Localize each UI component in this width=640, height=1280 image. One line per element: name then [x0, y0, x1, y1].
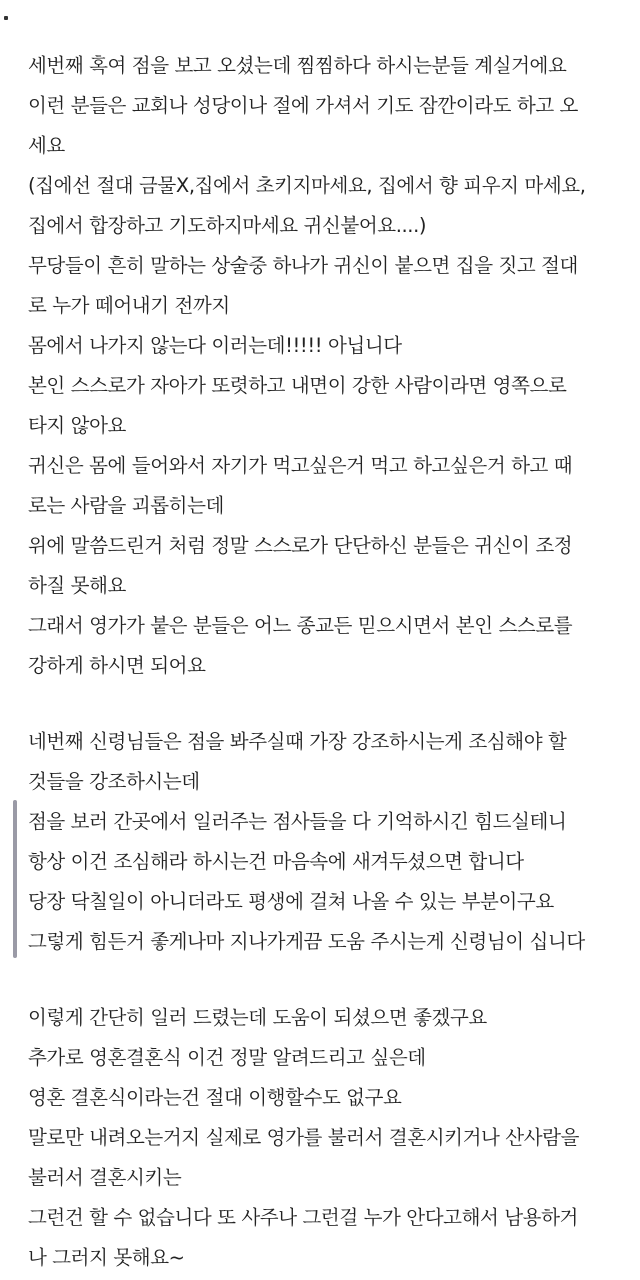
text-line: 그렇게 힘든거 좋게나마 지나가게끔 도움 주시는게 신령님이 십니다 — [28, 930, 585, 953]
text-line: 집에서 합장하고 기도하지마세요 귀신붙어요....) — [28, 214, 427, 237]
text-line: 그런건 할 수 없습니다 또 사주나 그런걸 누가 안다고해서 남용하거 — [28, 1206, 578, 1229]
post-body — [28, 46, 632, 1278]
text-line: 로는 사람을 괴롭히는데 — [28, 494, 224, 517]
text-line: 몸에서 나가지 않는다 이러는데!!!!! 아닙니다 — [28, 334, 402, 357]
text-line: 로 누가 떼어내기 전까지 — [28, 294, 230, 317]
text-line: 당장 닥칠일이 아니더라도 평생에 걸쳐 나올 수 있는 부분이구요 — [28, 890, 554, 913]
text-line: 세번째 혹여 점을 보고 오셨는데 찜찜하다 하시는분들 계실거에요 — [28, 54, 567, 77]
text-line: 추가로 영혼결혼식 이건 정말 알려드리고 싶은데 — [28, 1046, 426, 1069]
text-line: 본인 스스로가 자아가 또렷하고 내면이 강한 사람이라면 영쪽으로 — [28, 374, 567, 397]
paragraph — [28, 998, 632, 1278]
text-line: 것들을 강조하시는데 — [28, 770, 200, 793]
scrollbar-thumb[interactable] — [13, 800, 17, 958]
text-line: 귀신은 몸에 들어와서 자기가 먹고싶은거 먹고 하고싶은거 하고 때 — [28, 454, 573, 477]
text-line: 나 그러지 못해요~ — [28, 1246, 185, 1269]
text-line: 영혼 결혼식이라는건 절대 이행할수도 없구요 — [28, 1086, 402, 1109]
text-line: 위에 말씀드린거 처럼 정말 스스로가 단단하신 분들은 귀신이 조정 — [28, 534, 573, 557]
text-line: 그래서 영가가 붙은 분들은 어느 종교든 믿으시면서 본인 스스로를 — [28, 614, 573, 637]
text-line: (집에선 절대 금물X,집에서 초키지마세요, 집에서 향 피우지 마세요, — [28, 174, 586, 197]
text-line: 불러서 결혼시키는 — [28, 1166, 182, 1189]
text-line: 항상 이건 조심해라 하시는건 마음속에 새겨두셨으면 합니다 — [28, 850, 524, 873]
paragraph — [28, 46, 632, 686]
text-line: 이런 분들은 교회나 성당이나 절에 가셔서 기도 잠깐이라도 하고 오 — [28, 94, 578, 117]
text-line: 무당들이 흔히 말하는 상술중 하나가 귀신이 붙으면 집을 짓고 절대 — [28, 254, 578, 277]
text-line: 말로만 내려오는거지 실제로 영가를 불러서 결혼시키거나 산사람을 — [28, 1126, 580, 1149]
paragraph-gap — [28, 686, 632, 722]
text-line: 점을 보러 간곳에서 일러주는 점사들을 다 기억하시긴 힘드실테니 — [28, 810, 567, 833]
text-line: 하질 못해요 — [28, 574, 126, 597]
text-line: 이렇게 간단히 일러 드렸는데 도움이 되셨으면 좋겠구요 — [28, 1006, 487, 1029]
text-line: 네번째 신령님들은 점을 봐주실때 가장 강조하시는게 조심해야 할 — [28, 730, 567, 753]
text-line: 강하게 하시면 되어요 — [28, 654, 206, 677]
paragraph — [28, 722, 632, 962]
text-line: 타지 않아요 — [28, 414, 126, 437]
text-line: 세요 — [28, 134, 65, 157]
paragraph-gap — [28, 962, 632, 998]
corner-mark — [4, 16, 8, 20]
